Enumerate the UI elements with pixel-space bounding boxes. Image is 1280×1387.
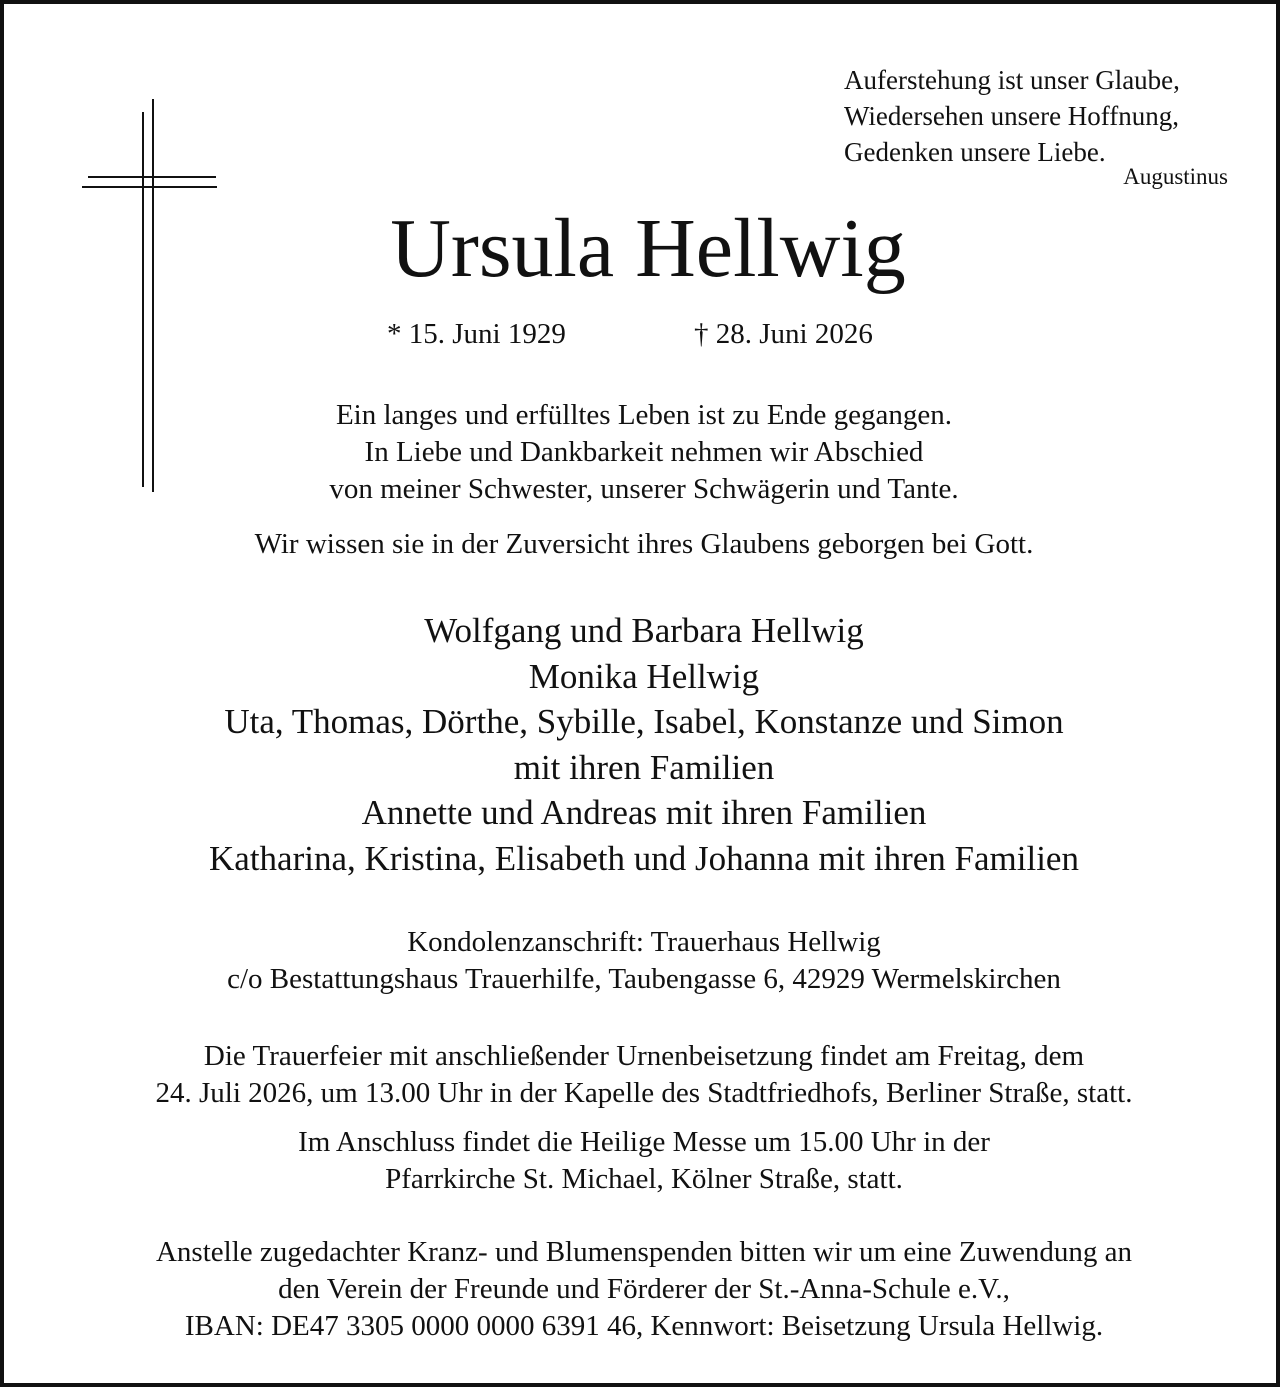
mourner-line: Uta, Thomas, Dörthe, Sybille, Isabel, Konstanze und Simon: [224, 702, 1064, 741]
text-line: IBAN: DE47 3305 0000 0000 6391 46, Kennwort: Beisetzung Ursula Hellwig.: [184, 1310, 1104, 1342]
text-line: Im Anschluss findet die Heilige Messe um 15.00 Uhr in der: [298, 1126, 990, 1158]
death-date: † 28. Juni 2026: [694, 318, 873, 350]
text-line: 24. Juli 2026, um 13.00 Uhr in der Kapelle des Stadtfriedhofs, Berliner Straße, statt.: [155, 1077, 1133, 1109]
quote-line: Wiedersehen unsere Hoffnung,: [844, 101, 1180, 131]
quote-author: Augustinus: [1123, 164, 1228, 189]
mourner-line: Wolfgang und Barbara Hellwig: [424, 611, 864, 650]
mourner-line: Katharina, Kristina, Elisabeth und Johanna mit ihren Familien: [209, 838, 1079, 878]
cross-horizontal-bar: [88, 176, 216, 178]
mourners-list: [4, 608, 1280, 881]
text-line: Pfarrkirche St. Michael, Kölner Straße, statt.: [385, 1163, 903, 1195]
funeral-service-info: [4, 1038, 1280, 1112]
condolence-address: [4, 924, 1280, 998]
mourner-line: Annette und Andreas mit ihren Familien: [361, 793, 927, 832]
faith-statement: Wir wissen sie in der Zuversicht ihres Glaubens geborgen bei Gott.: [254, 528, 1034, 560]
text-line: c/o Bestattungshaus Trauerhilfe, Taubengasse 6, 42929 Wermelskirchen: [227, 963, 1061, 995]
mourner-line: mit ihren Familien: [513, 747, 775, 787]
epigraph-quote: [844, 62, 1244, 170]
deceased-name: Ursula Hellwig: [390, 202, 906, 295]
cross-horizontal-bar: [82, 186, 217, 188]
text-line: von meiner Schwester, unserer Schwägerin und Tante.: [329, 473, 959, 505]
birth-date: * 15. Juni 1929: [387, 318, 566, 350]
quote-line: Gedenken unsere Liebe.: [844, 137, 1106, 167]
text-line: Kondolenzanschrift: Trauerhaus Hellwig: [407, 926, 881, 958]
text-line: Ein langes und erfülltes Leben ist zu Ende gegangen.: [335, 399, 953, 431]
text-line: Anstelle zugedachter Kranz- und Blumenspenden bitten wir um eine Zuwendung an: [155, 1236, 1133, 1268]
farewell-text: [4, 397, 1280, 508]
mourner-line: Monika Hellwig: [528, 656, 760, 696]
mass-info: [4, 1124, 1280, 1198]
donation-request: [4, 1234, 1280, 1345]
text-line: den Verein der Freunde und Förderer der St.-Anna-Schule e.V.,: [278, 1273, 1010, 1305]
quote-line: Auferstehung ist unser Glaube,: [844, 65, 1180, 95]
text-line: In Liebe und Dankbarkeit nehmen wir Abschied: [364, 436, 924, 468]
text-line: Die Trauerfeier mit anschließender Urnenbeisetzung findet am Freitag, dem: [203, 1040, 1085, 1072]
